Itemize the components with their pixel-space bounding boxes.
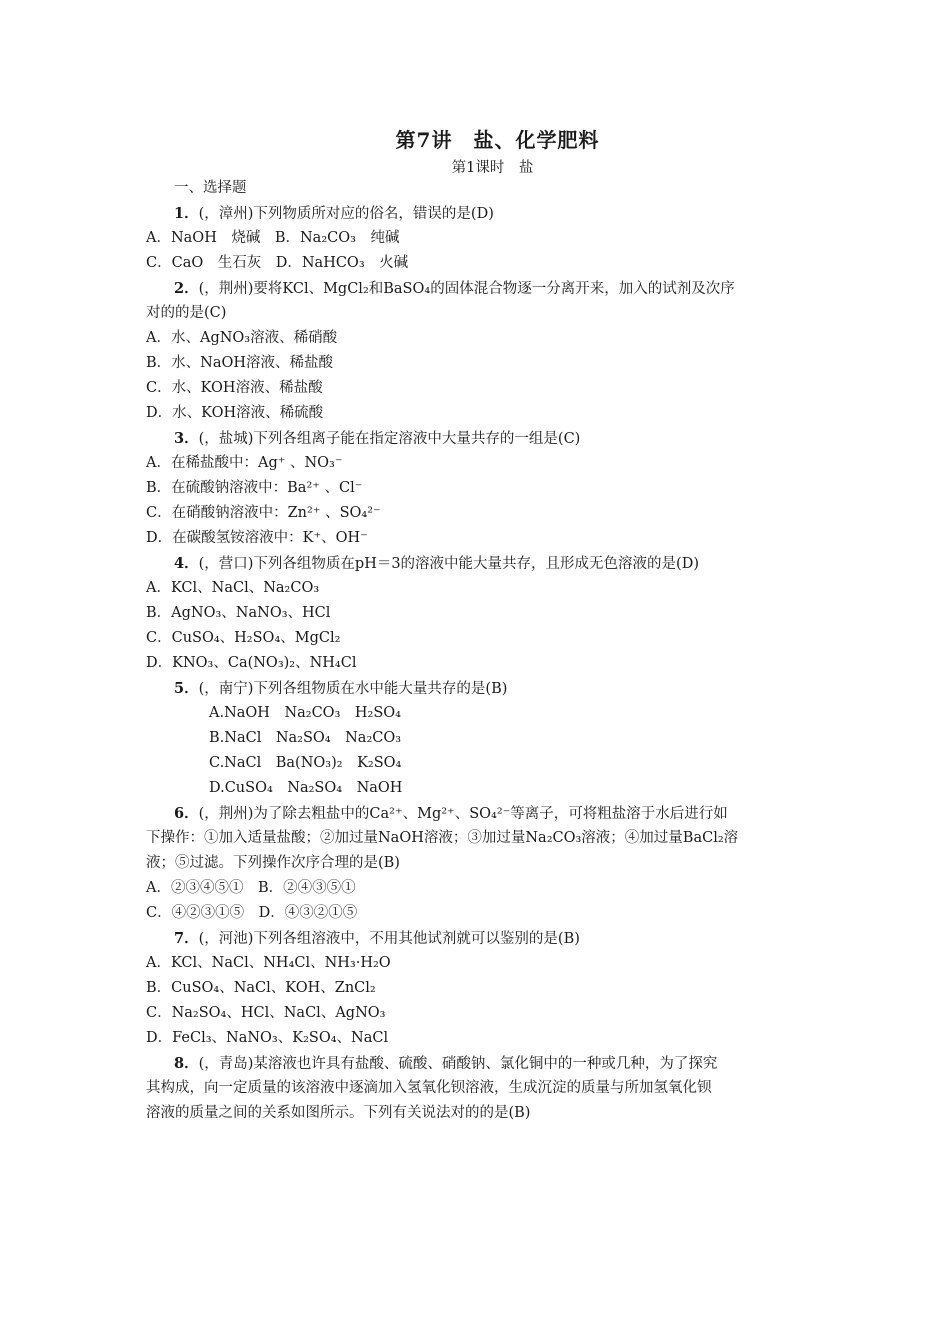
- question-text: (，漳州)下列物质所对应的俗名，错误的是(D): [198, 206, 494, 222]
- option-c: C．在硝酸钠溶液中：Zn²⁺ 、SO₄²⁻: [146, 505, 381, 521]
- question-number: 8．: [174, 1055, 199, 1072]
- option-b: B．Na₂CO₃ 纯碱: [274, 230, 400, 246]
- question-4: [146, 551, 810, 576]
- question-text: (，荆州)要将KCl、MgCl₂和BaSO₄的固体混合物逐一分离开来，加入的试剂及次序: [198, 281, 735, 297]
- question-text-cont: 其构成，向一定质量的该溶液中逐滴加入氢氧化钡溶液，生成沉淀的质量与所加氢氧化钡: [146, 1080, 712, 1096]
- option-b: B．水、NaOH溶液、稀盐酸: [146, 355, 334, 371]
- option-a: A.NaOH Na₂CO₃ H₂SO₄: [209, 705, 401, 721]
- question-1: [146, 201, 810, 226]
- option-row: [146, 251, 810, 276]
- option-a: A．KCl、NaCl、Na₂CO₃: [146, 580, 320, 596]
- option-c: C．水、KOH溶液、稀盐酸: [146, 380, 323, 396]
- option-b: B．AgNO₃、NaNO₃、HCl: [146, 605, 331, 621]
- question-number: 6．: [174, 805, 199, 822]
- question-number: 5．: [174, 680, 199, 697]
- question-5: [146, 676, 810, 701]
- page-title: 第7讲 盐、化学肥料: [395, 128, 600, 152]
- question-8: [146, 1051, 810, 1076]
- question-number: 4．: [174, 555, 199, 572]
- question-text-cont: 溶液的质量之间的关系如图所示。下列有关说法对的的是(B): [146, 1105, 531, 1121]
- option-row: [146, 901, 810, 926]
- question-text-cont: 对的的是(C): [146, 305, 227, 321]
- option-b: B．②④③⑤①: [257, 880, 356, 896]
- question-number: 3．: [174, 430, 199, 447]
- option-a: A．②③④⑤①: [146, 880, 244, 896]
- question-2: [146, 276, 810, 301]
- option-b: B．CuSO₄、NaCl、KOH、ZnCl₂: [146, 980, 376, 996]
- question-7: [146, 926, 810, 951]
- question-text: (，河池)下列各组溶液中，不用其他试剂就可以鉴别的是(B): [198, 931, 580, 947]
- option-a: A．NaOH 烧碱: [146, 230, 261, 246]
- question-number: 1．: [174, 205, 199, 222]
- question-text-cont: 液；⑤过滤。下列操作次序合理的是(B): [146, 855, 400, 871]
- question-text: (，荆州)为了除去粗盐中的Ca²⁺、Mg²⁺、SO₄²⁻等离子，可将粗盐溶于水后进行如: [198, 806, 728, 822]
- option-d: D．水、KOH溶液、稀硫酸: [146, 405, 324, 421]
- option-d: D.CuSO₄ Na₂SO₄ NaOH: [209, 780, 403, 796]
- option-d: D．NaHCO₃ 火碱: [275, 255, 409, 271]
- question-6: [146, 801, 810, 826]
- option-c: C．Na₂SO₄、HCl、NaCl、AgNO₃: [146, 1005, 386, 1021]
- option-d: D．④③②①⑤: [258, 905, 358, 921]
- option-d: D．KNO₃、Ca(NO₃)₂、NH₄Cl: [146, 655, 357, 671]
- question-3: [146, 426, 810, 451]
- option-row: [146, 226, 810, 251]
- question-text-cont: 下操作：①加入适量盐酸；②加过量NaOH溶液；③加过量Na₂CO₃溶液；④加过量BaCl₂溶: [146, 830, 739, 846]
- option-b: B.NaCl Na₂SO₄ Na₂CO₃: [209, 730, 402, 746]
- option-a: A．水、AgNO₃溶液、稀硝酸: [146, 330, 338, 346]
- question-text: (，青岛)某溶液也许具有盐酸、硫酸、硝酸钠、氯化铜中的一种或几种，为了探究: [198, 1056, 718, 1072]
- question-number: 7．: [174, 930, 199, 947]
- question-number: 2．: [174, 280, 199, 297]
- option-row: [146, 876, 810, 901]
- option-d: D．FeCl₃、NaNO₃、K₂SO₄、NaCl: [146, 1030, 389, 1046]
- option-c: C．CaO 生石灰: [146, 255, 262, 271]
- option-a: A．KCl、NaCl、NH₄Cl、NH₃·H₂O: [146, 955, 391, 971]
- option-b: B．在硫酸钠溶液中：Ba²⁺ 、Cl⁻: [146, 480, 363, 496]
- option-c: C．④②③①⑤: [146, 905, 245, 921]
- option-a: A．在稀盐酸中：Ag⁺ 、NO₃⁻: [146, 455, 343, 471]
- section-heading: 一、选择题: [174, 180, 247, 196]
- question-list: [146, 176, 810, 1126]
- question-text: (，盐城)下列各组离子能在指定溶液中大量共存的一组是(C): [198, 431, 581, 447]
- question-text: (，南宁)下列各组物质在水中能大量共存的是(B): [198, 681, 508, 697]
- option-c: C．CuSO₄、H₂SO₄、MgCl₂: [146, 630, 341, 646]
- option-d: D．在碳酸氢铵溶液中：K⁺、OH⁻: [146, 530, 368, 546]
- option-c: C.NaCl Ba(NO₃)₂ K₂SO₄: [209, 755, 402, 771]
- question-text: (，营口)下列各组物质在pH＝3的溶液中能大量共存，且形成无色溶液的是(D): [198, 556, 699, 572]
- page-subtitle: 第1课时 盐: [451, 160, 534, 176]
